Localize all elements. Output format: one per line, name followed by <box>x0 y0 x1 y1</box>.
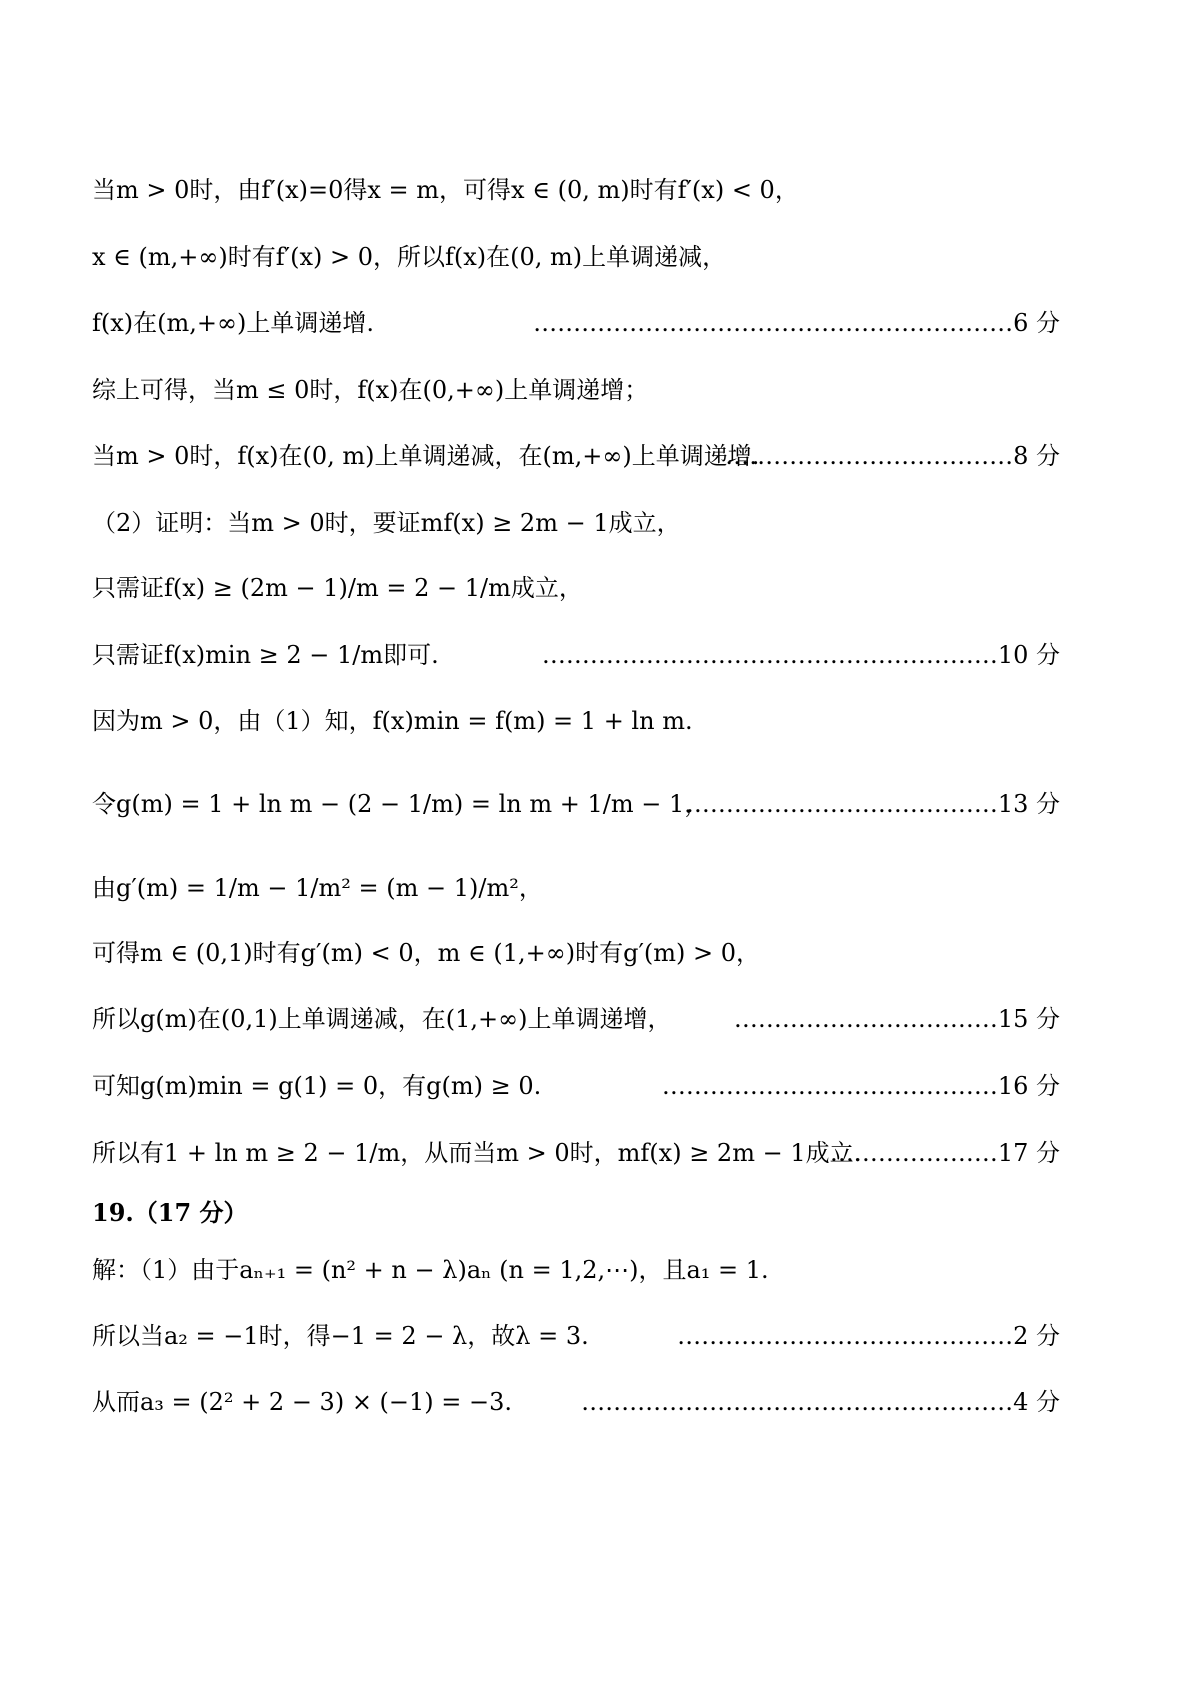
line-text: 从而a₃ = (2² + 2 − 3) × (−1) = −3. <box>92 1388 513 1416</box>
line-text: 解：（1）由于aₙ₊₁ = (n² + n − λ)aₙ (n = 1,2,⋯)，且a₁ = 1. <box>92 1256 769 1284</box>
line-text: 可得m ∈ (0,1)时有g′(m) < 0，m ∈ (1,+∞)时有g′(m) > 0， <box>92 939 761 967</box>
line-text: 所以有1 + ln m ≥ 2 − 1/m，从而当m > 0时，mf(x) ≥ 2m − 1成立. <box>92 1139 862 1167</box>
line-text: 所以g(m)在(0,1)上单调递减，在(1,+∞)上单调递增， <box>92 1005 672 1033</box>
line-text: 当m > 0时，由f′(x)=0得x = m，可得x ∈ (0, m)时有f′(x) < 0， <box>92 176 799 204</box>
score-label: …………………17 分 <box>829 1139 1060 1167</box>
score-label: ………………………………………………4 分 <box>581 1388 1060 1416</box>
line-text: 由g′(m) = 1/m − 1/m² = (m − 1)/m²， <box>92 874 543 902</box>
line-text: 因为m > 0，由（1）知，f(x)min = f(m) = 1 + ln m. <box>92 707 693 735</box>
line-text: 所以当a₂ = −1时，得−1 = 2 − λ，故λ = 3. <box>92 1322 589 1350</box>
line-text: 令g(m) = 1 + ln m − (2 − 1/m) = ln m + 1/m − 1， <box>92 790 709 818</box>
line-text: 当m > 0时，f(x)在(0, m)上单调递减，在(m,+∞)上单调递增. <box>92 442 760 470</box>
score-label: ……………………………15 分 <box>733 1005 1060 1033</box>
line-text: f(x)在(m,+∞)上单调递增. <box>92 309 374 337</box>
score-label: ………………………………8 分 <box>725 442 1060 470</box>
line-text: x ∈ (m,+∞)时有f′(x) > 0，所以f(x)在(0, m)上单调递减， <box>92 243 727 271</box>
score-label: …………………………………13 分 <box>685 790 1060 818</box>
line-text: （2）证明：当m > 0时，要证mf(x) ≥ 2m − 1成立， <box>92 509 681 537</box>
line-text: 只需证f(x) ≥ (2m − 1)/m = 2 − 1/m成立， <box>92 574 583 602</box>
line-text: 综上可得，当m ≤ 0时，f(x)在(0,+∞)上单调递增； <box>92 376 649 404</box>
line-text: 19.（17 分） <box>92 1198 248 1227</box>
line-text: 只需证f(x)min ≥ 2 − 1/m即可. <box>92 641 439 669</box>
score-label: …………………………………………………10 分 <box>541 641 1060 669</box>
line-text: 可知g(m)min = g(1) = 0，有g(m) ≥ 0. <box>92 1072 542 1100</box>
score-label: ……………………………………16 分 <box>661 1072 1060 1100</box>
score-label: ……………………………………………………6 分 <box>533 309 1060 337</box>
score-label: ……………………………………2 分 <box>677 1322 1060 1350</box>
